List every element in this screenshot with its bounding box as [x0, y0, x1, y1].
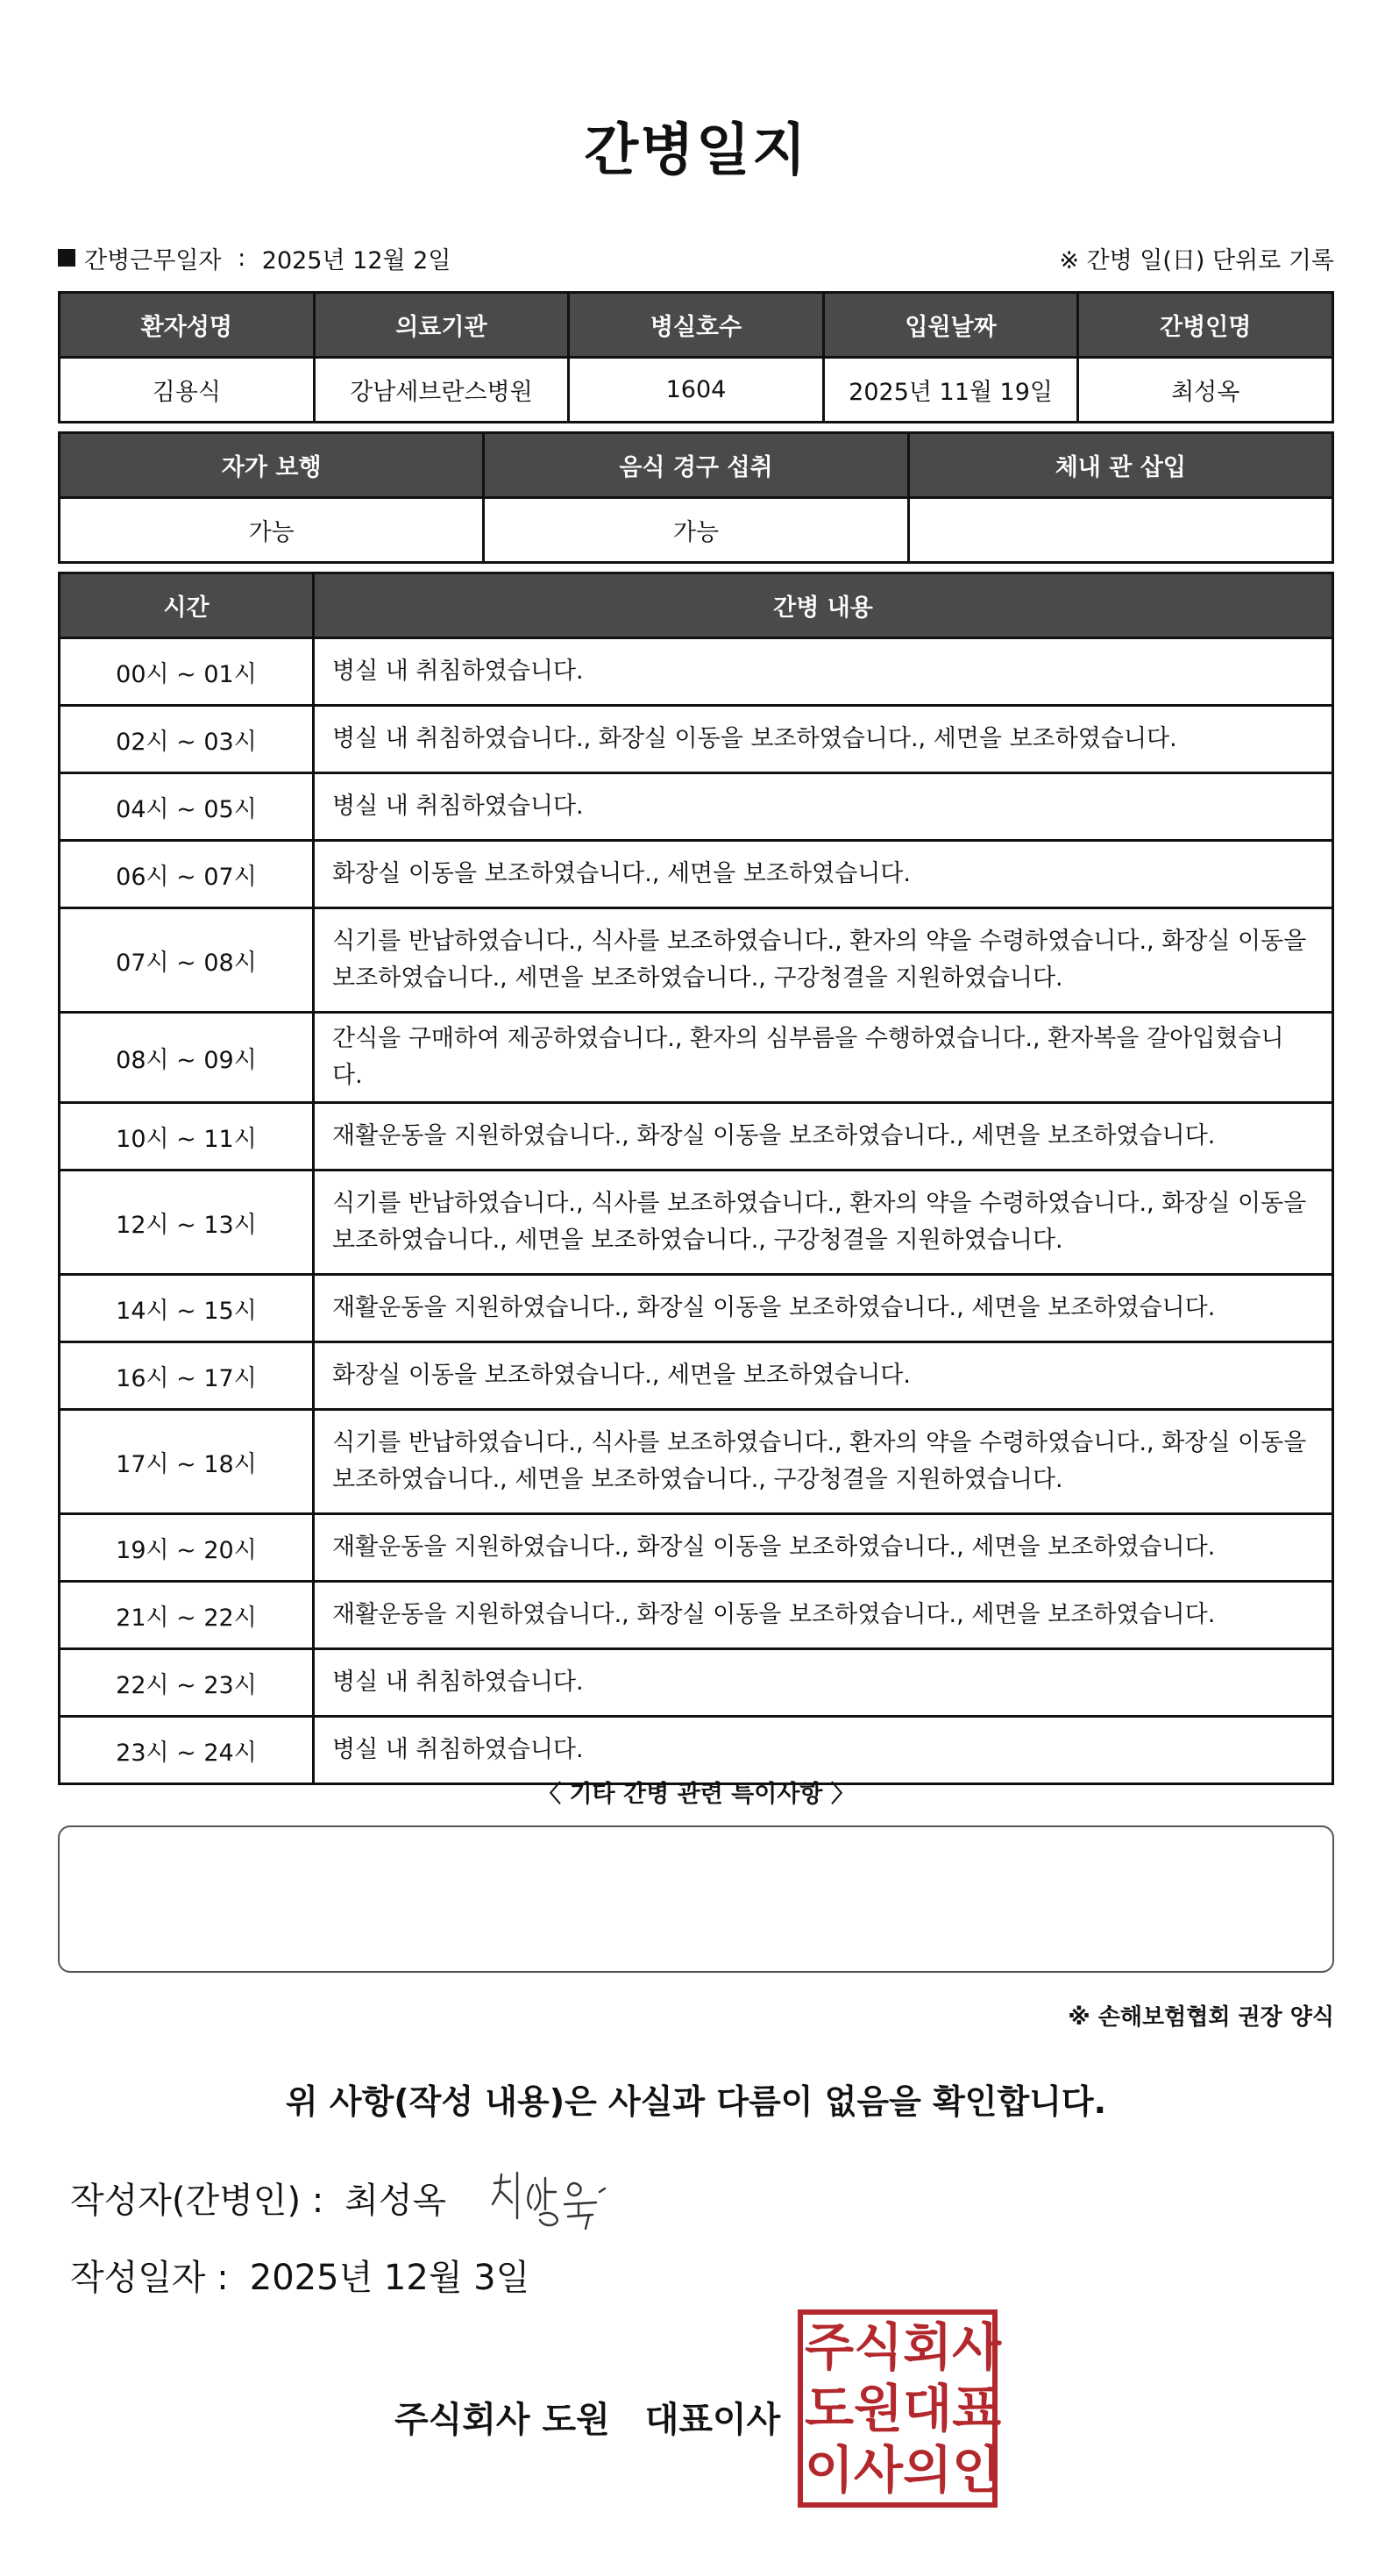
- caregiver-name: 최성옥: [1078, 358, 1333, 423]
- header-admission-date: 입원날짜: [823, 293, 1078, 358]
- patient-info-table: [58, 291, 1334, 423]
- log-content: 재활운동을 지원하였습니다., 화장실 이동을 보조하였습니다., 세면을 보조하였습니다.: [314, 1582, 1333, 1649]
- admission-date: 2025년 11월 19일: [823, 358, 1078, 423]
- record-note: ※ 간병 일(日) 단위로 기록: [1059, 246, 1334, 274]
- self-walking-value: 가능: [60, 498, 484, 563]
- header-hospital: 의료기관: [314, 293, 569, 358]
- header-patient-name: 환자성명: [60, 293, 315, 358]
- table-row: [60, 1582, 1333, 1649]
- log-time: 04시 ~ 05시: [60, 773, 314, 841]
- table-row: [60, 841, 1333, 908]
- log-content: 재활운동을 지원하였습니다., 화장실 이동을 보조하였습니다., 세면을 보조하였습니다.: [314, 1514, 1333, 1582]
- notes-box: [58, 1825, 1334, 1973]
- work-date: [58, 241, 451, 275]
- table-row: [60, 773, 1333, 841]
- header-room-number: 병실호수: [569, 293, 824, 358]
- writer-name: 최성옥: [344, 2181, 447, 2221]
- room-number: 1604: [569, 358, 824, 423]
- log-time: 21시 ~ 22시: [60, 1582, 314, 1649]
- hospital-name: 강남세브란스병원: [314, 358, 569, 423]
- company-line: [394, 2392, 780, 2442]
- log-content: 병실 내 취침하였습니다.: [314, 1717, 1333, 1784]
- log-time: 14시 ~ 15시: [60, 1275, 314, 1342]
- table-row: [60, 1410, 1333, 1514]
- patient-name: 김용식: [60, 358, 315, 423]
- confirmation-statement: 위 사항(작성 내용)은 사실과 다름이 없음을 확인합니다.: [285, 2082, 1107, 2121]
- square-bullet-icon: [58, 249, 75, 267]
- log-content: 간식을 구매하여 제공하였습니다., 환자의 심부름을 수행하였습니다., 환자복을 갈아입혔습니다.: [314, 1013, 1333, 1103]
- work-date-value: 2025년 12월 2일: [261, 246, 451, 274]
- document-title: 간병일지: [584, 118, 808, 183]
- written-date-label: 작성일자 :: [70, 2258, 229, 2298]
- header-self-walking: 자가 보행: [60, 433, 484, 498]
- notes-title: 〈 기타 간병 관련 특이사항 〉: [537, 1781, 855, 1808]
- log-time: 12시 ~ 13시: [60, 1171, 314, 1275]
- log-time: 22시 ~ 23시: [60, 1649, 314, 1717]
- log-time: 23시 ~ 24시: [60, 1717, 314, 1784]
- table-row: [60, 908, 1333, 1013]
- writer-label: 작성자(간병인) :: [70, 2181, 324, 2221]
- log-content: 화장실 이동을 보조하였습니다., 세면을 보조하였습니다.: [314, 841, 1333, 908]
- header-oral-intake: 음식 경구 섭취: [484, 433, 908, 498]
- log-time: 17시 ~ 18시: [60, 1410, 314, 1514]
- table-row: [60, 1649, 1333, 1717]
- log-content: 식기를 반납하였습니다., 식사를 보조하였습니다., 환자의 약을 수령하였습니다., 화장실 이동을 보조하였습니다., 세면을 보조하였습니다., 구강청결을 지원하였습니다.: [314, 1410, 1333, 1514]
- written-date-value: 2025년 12월 3일: [249, 2258, 530, 2298]
- company-seal-stamp: 주 식 회 사 도 원 대 표 이 사 의 인: [798, 2309, 998, 2508]
- patient-status-value-row: [60, 498, 1333, 563]
- work-date-colon: :: [230, 244, 253, 272]
- writer-line: [70, 2173, 446, 2223]
- patient-info-header-row: [60, 293, 1333, 358]
- patient-info-value-row: [60, 358, 1333, 423]
- table-row: [60, 1275, 1333, 1342]
- log-content: 화장실 이동을 보조하였습니다., 세면을 보조하였습니다.: [314, 1342, 1333, 1410]
- table-row: [60, 1171, 1333, 1275]
- company-name: 주식회사 도원: [394, 2400, 610, 2440]
- log-time: 06시 ~ 07시: [60, 841, 314, 908]
- log-content: 식기를 반납하였습니다., 식사를 보조하였습니다., 환자의 약을 수령하였습니다., 화장실 이동을 보조하였습니다., 세면을 보조하였습니다., 구강청결을 지원하였습니다.: [314, 1171, 1333, 1275]
- log-content: 식기를 반납하였습니다., 식사를 보조하였습니다., 환자의 약을 수령하였습니다., 화장실 이동을 보조하였습니다., 세면을 보조하였습니다., 구강청결을 지원하였습니다.: [314, 908, 1333, 1013]
- log-time: 19시 ~ 20시: [60, 1514, 314, 1582]
- table-row: [60, 1013, 1333, 1103]
- log-content: 병실 내 취침하였습니다., 화장실 이동을 보조하였습니다., 세면을 보조하였습니다.: [314, 706, 1333, 773]
- header-time: 시간: [60, 573, 314, 638]
- meta-row: [58, 240, 1334, 275]
- log-time: 07시 ~ 08시: [60, 908, 314, 1013]
- log-time: 16시 ~ 17시: [60, 1342, 314, 1410]
- log-content: 재활운동을 지원하였습니다., 화장실 이동을 보조하였습니다., 세면을 보조하였습니다.: [314, 1275, 1333, 1342]
- log-time: 00시 ~ 01시: [60, 638, 314, 706]
- work-date-label: 간병근무일자: [84, 246, 222, 274]
- table-row: [60, 1103, 1333, 1171]
- log-content: 병실 내 취침하였습니다.: [314, 638, 1333, 706]
- patient-status-table: [58, 431, 1334, 564]
- handwritten-signature: [487, 2166, 645, 2236]
- log-time: 08시 ~ 09시: [60, 1013, 314, 1103]
- header-caregiver-name: 간병인명: [1078, 293, 1333, 358]
- table-row: [60, 1717, 1333, 1784]
- table-row: [60, 1514, 1333, 1582]
- log-content: 병실 내 취침하였습니다.: [314, 773, 1333, 841]
- care-log-header-row: [60, 573, 1333, 638]
- header-content: 간병 내용: [314, 573, 1333, 638]
- patient-status-header-row: [60, 433, 1333, 498]
- written-date-line: [70, 2250, 529, 2300]
- log-time: 10시 ~ 11시: [60, 1103, 314, 1171]
- tube-insertion-value: [908, 498, 1332, 563]
- table-row: [60, 1342, 1333, 1410]
- recommendation-note: ※ 손해보험협회 권장 양식: [1068, 2004, 1334, 2031]
- log-content: 재활운동을 지원하였습니다., 화장실 이동을 보조하였습니다., 세면을 보조하였습니다.: [314, 1103, 1333, 1171]
- log-time: 02시 ~ 03시: [60, 706, 314, 773]
- oral-intake-value: 가능: [484, 498, 908, 563]
- company-title: 대표이사: [644, 2400, 781, 2440]
- table-row: [60, 706, 1333, 773]
- table-row: [60, 638, 1333, 706]
- header-tube-insertion: 체내 관 삽입: [908, 433, 1332, 498]
- care-log-table: [58, 572, 1334, 1785]
- log-content: 병실 내 취침하였습니다.: [314, 1649, 1333, 1717]
